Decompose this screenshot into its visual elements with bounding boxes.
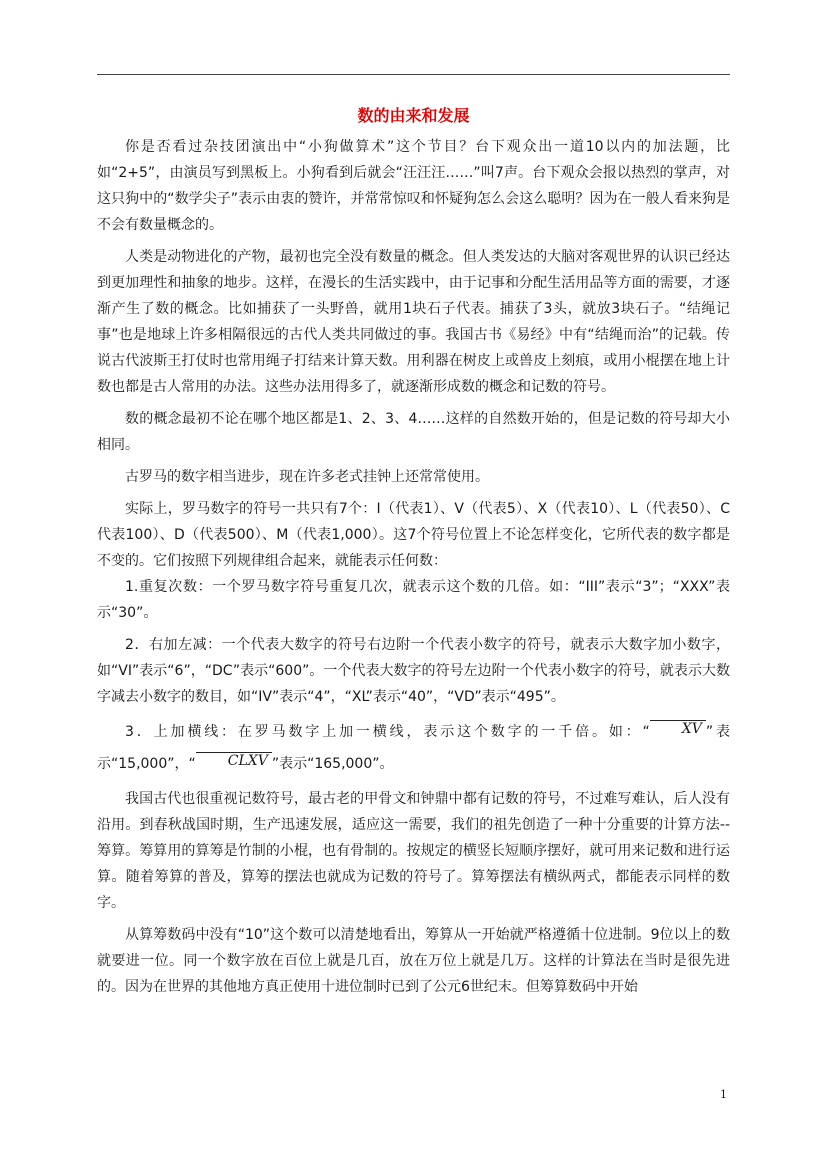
paragraph: 我国古代也很重视记数符号，最古老的甲骨文和钟鼎中都有记数的符号，不过难写难认，后人没有沿用。到春秋战国时期，生产迅速发展，适应这一需要，我们的祖先创造了一种十分重要的计算方法--筹算。筹算用的算筹是竹制的小棍，也有骨制的。按规定的横竖长短顺序摆好，就可用来记数和进行运算。随着筹算的普及，算筹的摆法也就成为记数的符号了。算筹摆法有横纵两式，都能表示同样的数字。 <box>97 791 730 911</box>
paragraph: 你是否看过杂技团演出中“小狗做算术”这个节目？台下观众出一道10以内的加法题，比如“2+5”，由演员写到黑板上。小狗看到后就会“汪汪汪……”叫7声。台下观众会报以热烈的掌声，对这只狗中的“数学尖子”表示由衷的赞许，并常常惊叹和怀疑狗怎么会这么聪明？因为在一般人看来狗是不会有数量概念的。 <box>97 139 730 233</box>
paragraph: 2．右加左减：一个代表大数字的符号右边附一个代表小数字的符号，就表示大数字加小数字，如“VI”表示“6”，“DC”表示“600”。一个代表大数字的符号左边附一个代表小数字的符号，就表示大数字减去小数字的数目，如“IV”表示“4”，“XL”表示“40”，“VD”表示“495”。 <box>97 637 730 705</box>
document-body <box>97 134 730 1000</box>
paragraph: 人类是动物进化的产物，最初也完全没有数量的概念。但人类发达的大脑对客观世界的认识已经达到更加理性和抽象的地步。这样，在漫长的生活实践中，由于记事和分配生活用品等方面的需要，才逐渐产生了数的概念。比如捕获了一头野兽，就用1块石子代表。捕获了3头，就放3块石子。“结绳记事”也是地球上许多相隔很远的古代人类共同做过的事。我国古书《易经》中有“结绳而治”的记载。传说古代波斯王打仗时也常用绳子打结来计算天数。用利器在树皮上或兽皮上刻痕，或用小棍摆在地上计数也都是古人常用的办法。这些办法用得多了，就逐渐形成数的概念和记数的符号。 <box>97 249 730 395</box>
paragraph: 古罗马的数字相当进步，现在许多老式挂钟上还常常使用。 <box>125 469 489 485</box>
document-title: 数的由来和发展 <box>357 106 470 125</box>
header-rule <box>97 74 730 75</box>
paragraph: 实际上，罗马数字的符号一共只有7个：I（代表1）、V（代表5）、X（代表10）、L（代表50）、C代表100）、D（代表500）、M（代表1,000）。这7个符号位置上不论怎样变化，它所代表的数字都是不变的。它们按照下列规律组合起来，就能表示任何数： <box>97 501 730 569</box>
rule3-prefix: 3．上加横线：在罗马数字上加一横线，表示这个数字的一千倍。如：“ <box>125 724 650 740</box>
paragraph: 从算筹数码中没有“10”这个数可以清楚地看出，筹算从一开始就严格遵循十位进制。9位以上的数就要进一位。同一个数字放在百位上就是几百，放在万位上就是几万。这样的计算法在当时是很先进的。因为在世界的其他地方真正使用十进位制时已到了公元6世纪末。但筹算数码中开始 <box>97 927 730 995</box>
paragraph: 1.重复次数：一个罗马数字符号重复几次，就表示这个数的几倍。如：“III”表示“3”；“XXX”表示“30”。 <box>97 579 730 621</box>
rule3-paragraph <box>97 716 730 780</box>
overlined-numeral: XV <box>650 720 706 737</box>
paragraph: 数的概念最初不论在哪个地区都是1、2、3、4……这样的自然数开始的，但是记数的符号却大小相同。 <box>97 411 730 453</box>
rule3-mid: ”表示“15,000”，“ <box>97 724 730 772</box>
page-number: 1 <box>720 1088 727 1101</box>
rule3-suffix: ”表示“165,000”。 <box>271 756 394 772</box>
overlined-numeral: CLXV <box>196 752 272 769</box>
